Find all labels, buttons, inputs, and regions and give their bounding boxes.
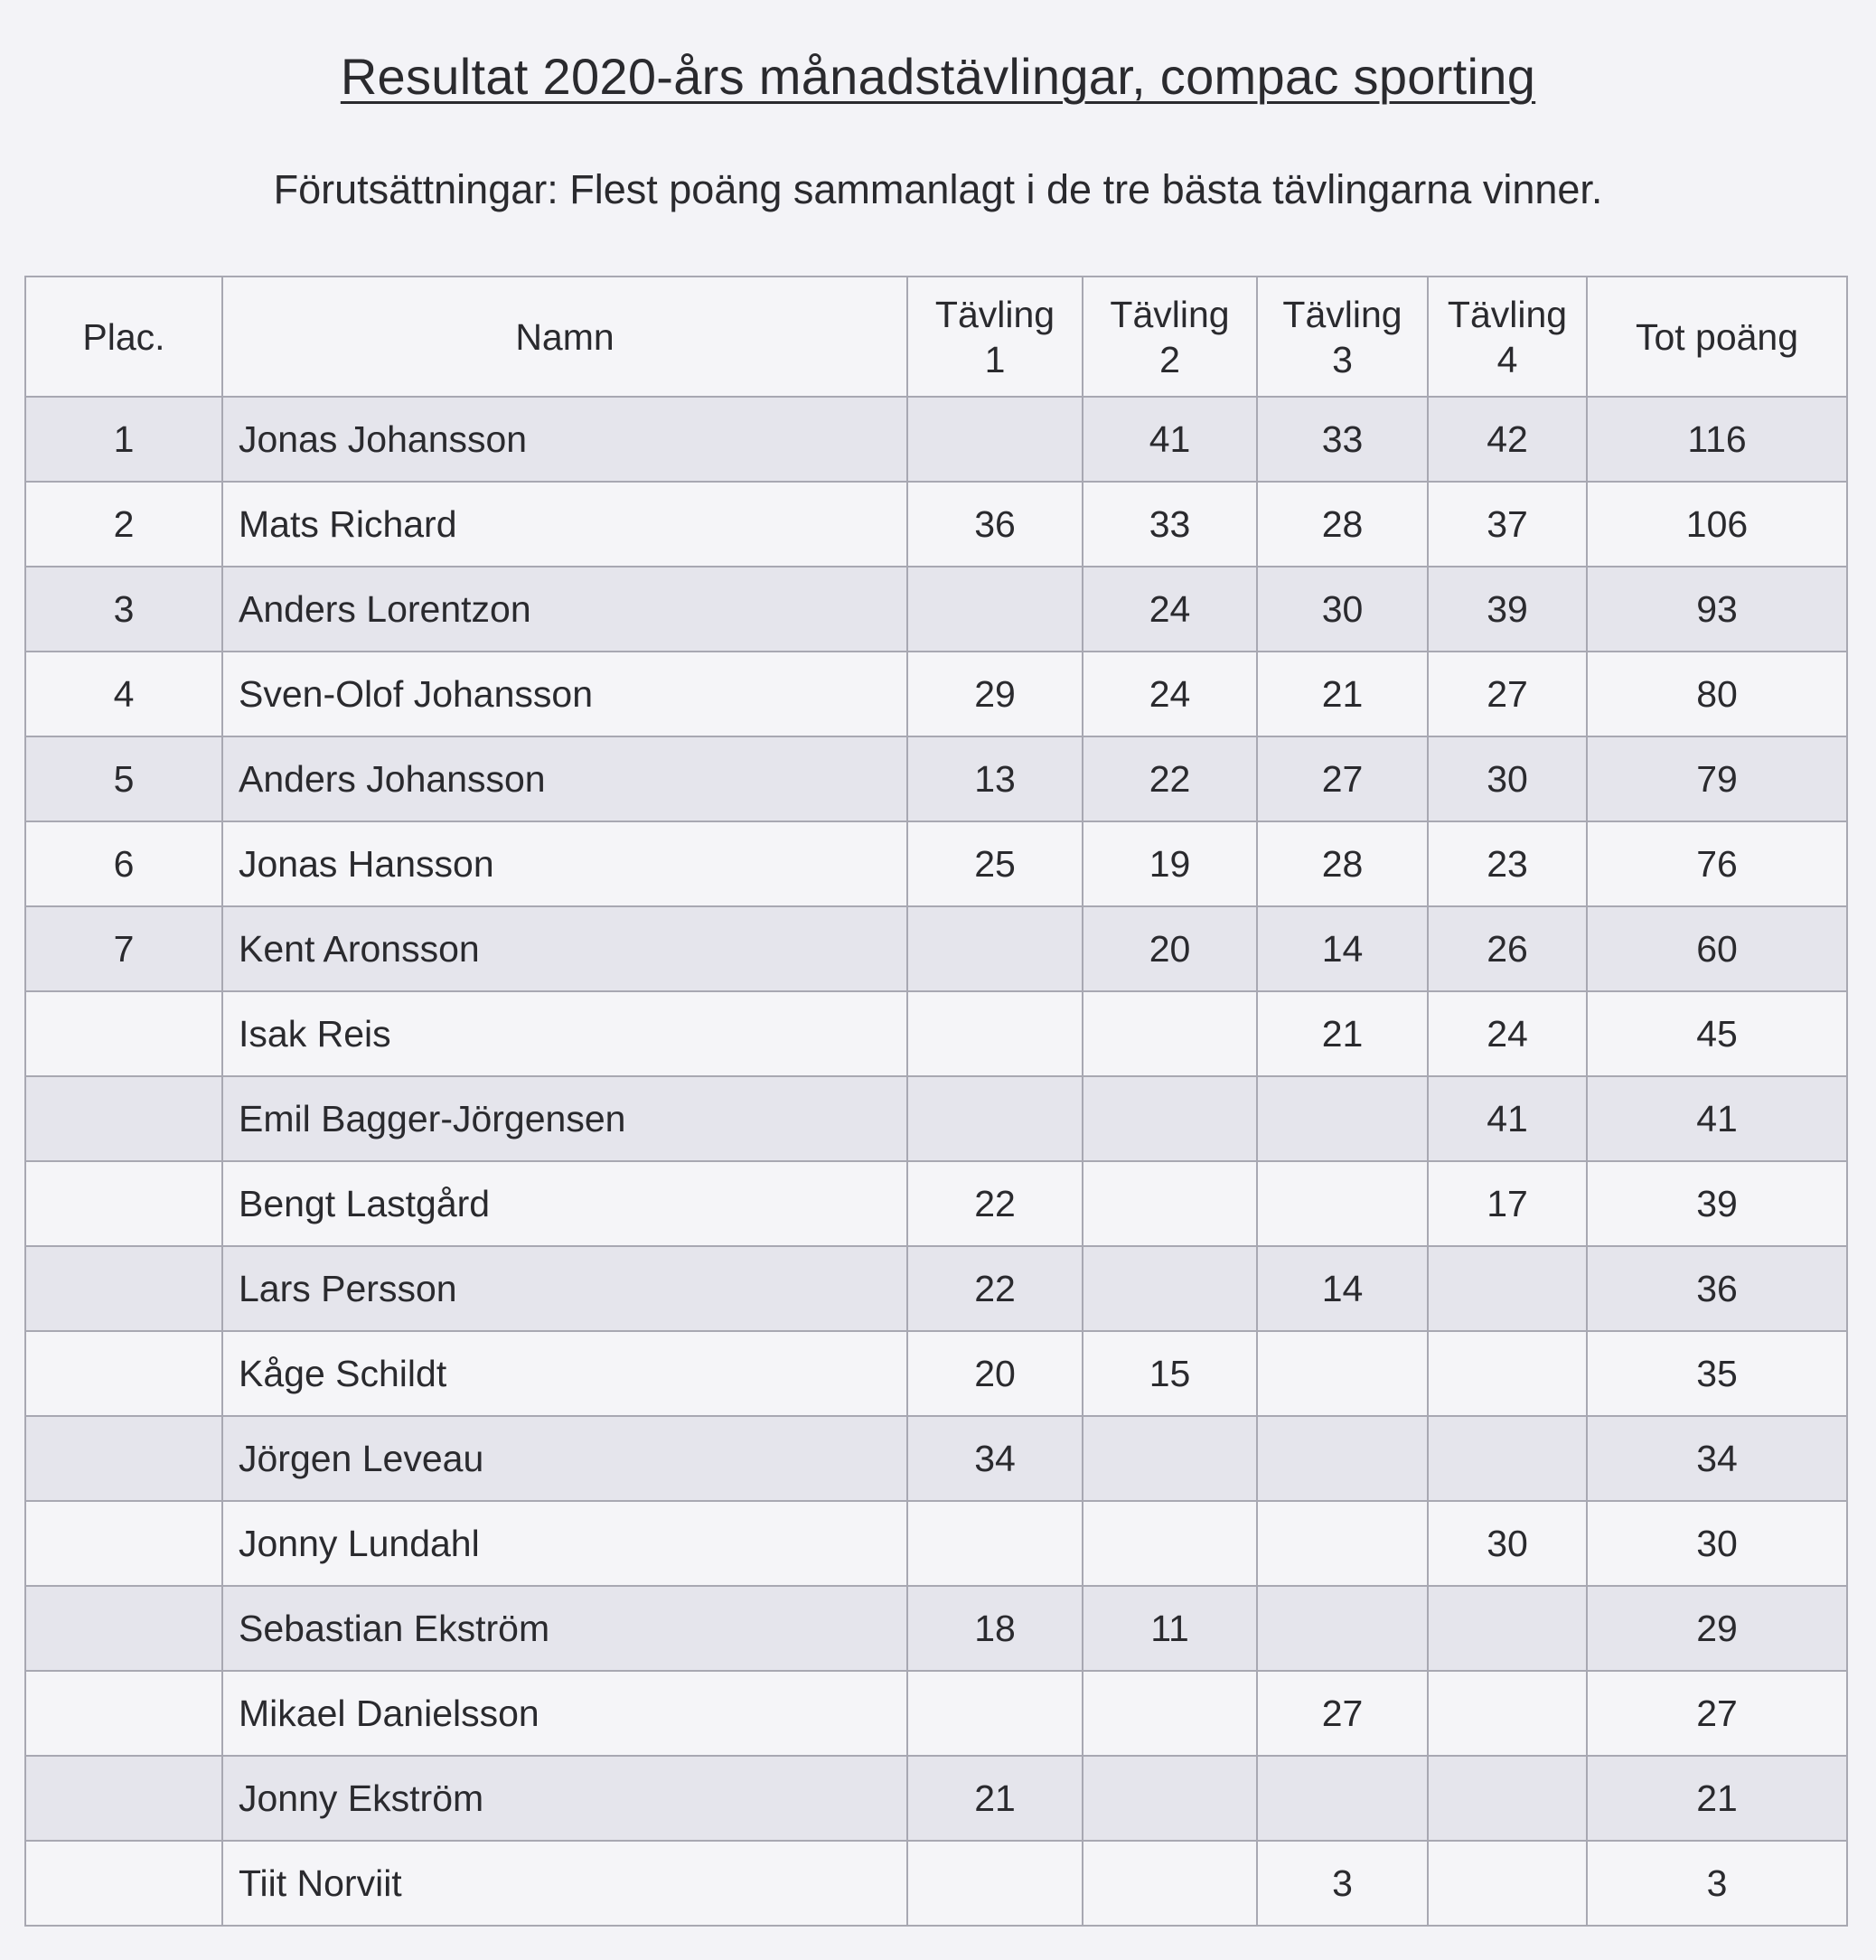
cell-name: Jonny Lundahl [222, 1501, 907, 1586]
header-tavling-4-number: 4 [1496, 338, 1518, 380]
table-row [25, 652, 1847, 736]
cell-tavling-2: 24 [1083, 567, 1257, 652]
cell-tavling-3: 27 [1257, 736, 1428, 821]
cell-plac: 1 [25, 397, 222, 482]
cell-tavling-1: 22 [907, 1246, 1083, 1331]
cell-name: Mats Richard [222, 482, 907, 567]
header-tavling-2 [1083, 277, 1257, 397]
cell-tot-poang: 93 [1587, 567, 1847, 652]
cell-tavling-4 [1428, 1756, 1587, 1841]
page-title: Resultat 2020-års månadstävlingar, compac sporting [340, 48, 1536, 105]
cell-tavling-1 [907, 1841, 1083, 1926]
table-row [25, 567, 1847, 652]
cell-tavling-2 [1083, 1671, 1257, 1756]
cell-tot-poang: 34 [1587, 1416, 1847, 1501]
cell-tot-poang: 30 [1587, 1501, 1847, 1586]
cell-name: Lars Persson [222, 1246, 907, 1331]
cell-tavling-4 [1428, 1671, 1587, 1756]
cell-tavling-4: 30 [1428, 736, 1587, 821]
header-tavling-4 [1428, 277, 1587, 397]
header-tavling-2-number: 2 [1159, 338, 1180, 380]
cell-tavling-2: 11 [1083, 1586, 1257, 1671]
cell-tavling-3: 33 [1257, 397, 1428, 482]
cell-name: Sven-Olof Johansson [222, 652, 907, 736]
cell-tavling-1 [907, 397, 1083, 482]
cell-tavling-1: 22 [907, 1161, 1083, 1246]
cell-plac [25, 1416, 222, 1501]
cell-tot-poang: 27 [1587, 1671, 1847, 1756]
table-row [25, 1671, 1847, 1756]
cell-tavling-2 [1083, 1246, 1257, 1331]
cell-tavling-3: 14 [1257, 1246, 1428, 1331]
table-row [25, 1841, 1847, 1926]
cell-plac [25, 1076, 222, 1161]
cell-tavling-3: 28 [1257, 821, 1428, 906]
table-row [25, 1756, 1847, 1841]
cell-tavling-1: 36 [907, 482, 1083, 567]
cell-tot-poang: 35 [1587, 1331, 1847, 1416]
cell-name: Mikael Danielsson [222, 1671, 907, 1756]
cell-tavling-3: 27 [1257, 1671, 1428, 1756]
cell-tavling-2: 24 [1083, 652, 1257, 736]
header-tavling-1-number: 1 [984, 338, 1006, 380]
table-row [25, 1076, 1847, 1161]
cell-tavling-2: 15 [1083, 1331, 1257, 1416]
cell-tavling-3 [1257, 1076, 1428, 1161]
cell-tavling-2 [1083, 1501, 1257, 1586]
table-row [25, 1416, 1847, 1501]
header-tavling-3 [1257, 277, 1428, 397]
cell-tavling-2 [1083, 1756, 1257, 1841]
table-row [25, 1331, 1847, 1416]
cell-tavling-4: 23 [1428, 821, 1587, 906]
cell-tavling-1: 29 [907, 652, 1083, 736]
cell-tavling-3 [1257, 1501, 1428, 1586]
cell-tot-poang: 106 [1587, 482, 1847, 567]
cell-tavling-2 [1083, 1841, 1257, 1926]
cell-tot-poang: 45 [1587, 991, 1847, 1076]
cell-tavling-4 [1428, 1841, 1587, 1926]
cell-name: Jonny Ekström [222, 1756, 907, 1841]
header-tavling-2-label: Tävling [1110, 293, 1230, 335]
cell-tavling-3 [1257, 1331, 1428, 1416]
table-row [25, 906, 1847, 991]
cell-tavling-3 [1257, 1161, 1428, 1246]
cell-name: Emil Bagger-Jörgensen [222, 1076, 907, 1161]
header-tavling-3-label: Tävling [1282, 293, 1402, 335]
cell-tot-poang: 116 [1587, 397, 1847, 482]
cell-tavling-3: 30 [1257, 567, 1428, 652]
cell-plac: 7 [25, 906, 222, 991]
cell-name: Kåge Schildt [222, 1331, 907, 1416]
cell-name: Tiit Norviit [222, 1841, 907, 1926]
cell-name: Jörgen Leveau [222, 1416, 907, 1501]
cell-tot-poang: 21 [1587, 1756, 1847, 1841]
cell-tavling-3: 3 [1257, 1841, 1428, 1926]
cell-tavling-1: 34 [907, 1416, 1083, 1501]
cell-plac [25, 1501, 222, 1586]
cell-tavling-1 [907, 1671, 1083, 1756]
cell-tavling-4: 41 [1428, 1076, 1587, 1161]
cell-tavling-4: 26 [1428, 906, 1587, 991]
cell-tavling-3: 28 [1257, 482, 1428, 567]
table-row [25, 397, 1847, 482]
cell-name: Bengt Lastgård [222, 1161, 907, 1246]
cell-tavling-2: 19 [1083, 821, 1257, 906]
cell-tavling-1: 25 [907, 821, 1083, 906]
cell-name: Anders Lorentzon [222, 567, 907, 652]
cell-name: Jonas Hansson [222, 821, 907, 906]
cell-tot-poang: 29 [1587, 1586, 1847, 1671]
cell-tavling-3 [1257, 1416, 1428, 1501]
cell-tavling-1 [907, 1076, 1083, 1161]
table-row [25, 1586, 1847, 1671]
header-tavling-3-number: 3 [1332, 338, 1353, 380]
cell-tavling-1 [907, 1501, 1083, 1586]
cell-tavling-2: 20 [1083, 906, 1257, 991]
cell-name: Sebastian Ekström [222, 1586, 907, 1671]
cell-plac [25, 1841, 222, 1926]
table-row [25, 482, 1847, 567]
cell-tavling-1: 20 [907, 1331, 1083, 1416]
cell-tavling-4: 24 [1428, 991, 1587, 1076]
page-subtitle: Förutsättningar: Flest poäng sammanlagt i de tre bästa tävlingarna vinner. [273, 166, 1603, 212]
cell-plac [25, 1586, 222, 1671]
cell-tavling-4: 37 [1428, 482, 1587, 567]
cell-name: Jonas Johansson [222, 397, 907, 482]
cell-tavling-1 [907, 906, 1083, 991]
results-table [24, 276, 1848, 1927]
cell-tot-poang: 3 [1587, 1841, 1847, 1926]
table-row [25, 736, 1847, 821]
cell-tavling-3 [1257, 1586, 1428, 1671]
table-row [25, 991, 1847, 1076]
cell-plac: 5 [25, 736, 222, 821]
cell-name: Isak Reis [222, 991, 907, 1076]
cell-plac [25, 1161, 222, 1246]
cell-tavling-4: 30 [1428, 1501, 1587, 1586]
cell-tavling-2 [1083, 991, 1257, 1076]
header-namn: Namn [222, 277, 907, 397]
cell-tavling-1: 18 [907, 1586, 1083, 1671]
cell-plac [25, 1671, 222, 1756]
cell-tavling-2 [1083, 1161, 1257, 1246]
cell-tavling-4 [1428, 1416, 1587, 1501]
cell-tavling-2: 41 [1083, 397, 1257, 482]
cell-tavling-4: 17 [1428, 1161, 1587, 1246]
cell-name: Kent Aronsson [222, 906, 907, 991]
header-row [25, 277, 1847, 397]
cell-tavling-1 [907, 567, 1083, 652]
cell-tot-poang: 39 [1587, 1161, 1847, 1246]
cell-tot-poang: 60 [1587, 906, 1847, 991]
cell-tot-poang: 79 [1587, 736, 1847, 821]
cell-tavling-1: 21 [907, 1756, 1083, 1841]
cell-name: Anders Johansson [222, 736, 907, 821]
cell-plac [25, 991, 222, 1076]
cell-tavling-4: 39 [1428, 567, 1587, 652]
header-tavling-1-label: Tävling [934, 293, 1055, 335]
cell-plac [25, 1246, 222, 1331]
cell-tavling-3: 14 [1257, 906, 1428, 991]
cell-tavling-3: 21 [1257, 652, 1428, 736]
cell-tavling-2: 33 [1083, 482, 1257, 567]
cell-plac: 4 [25, 652, 222, 736]
cell-tot-poang: 41 [1587, 1076, 1847, 1161]
table-row [25, 821, 1847, 906]
header-plac: Plac. [25, 277, 222, 397]
cell-tavling-4: 42 [1428, 397, 1587, 482]
header-tavling-4-label: Tävling [1447, 293, 1568, 335]
table-row [25, 1161, 1847, 1246]
cell-plac: 3 [25, 567, 222, 652]
cell-plac: 2 [25, 482, 222, 567]
table-row [25, 1501, 1847, 1586]
cell-tot-poang: 76 [1587, 821, 1847, 906]
cell-plac [25, 1756, 222, 1841]
header-tavling-1 [907, 277, 1083, 397]
cell-tavling-4: 27 [1428, 652, 1587, 736]
table-row [25, 1246, 1847, 1331]
cell-tavling-4 [1428, 1586, 1587, 1671]
cell-tavling-4 [1428, 1246, 1587, 1331]
cell-tavling-1: 13 [907, 736, 1083, 821]
cell-tavling-2 [1083, 1076, 1257, 1161]
cell-tavling-2 [1083, 1416, 1257, 1501]
header-tot-poang: Tot poäng [1587, 277, 1847, 397]
cell-tavling-4 [1428, 1331, 1587, 1416]
cell-plac: 6 [25, 821, 222, 906]
cell-tavling-1 [907, 991, 1083, 1076]
cell-tavling-3: 21 [1257, 991, 1428, 1076]
cell-plac [25, 1331, 222, 1416]
cell-tot-poang: 36 [1587, 1246, 1847, 1331]
cell-tavling-3 [1257, 1756, 1428, 1841]
cell-tavling-2: 22 [1083, 736, 1257, 821]
cell-tot-poang: 80 [1587, 652, 1847, 736]
